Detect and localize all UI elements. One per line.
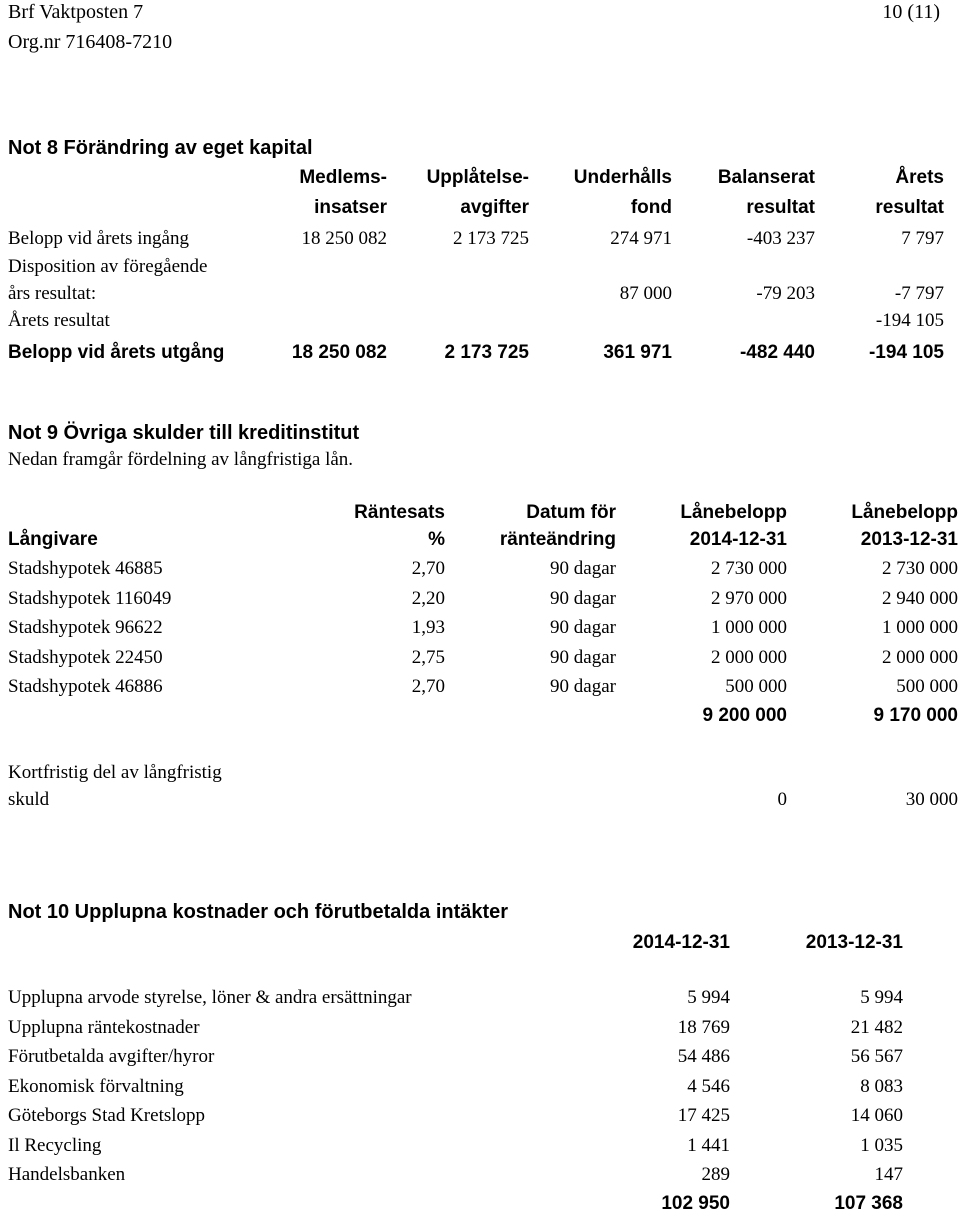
column-header: fond (630, 197, 672, 218)
table-cell: 90 dagar (550, 676, 616, 697)
row-label: Göteborgs Stad Kretslopp (8, 1105, 206, 1126)
table-cell: 56 567 (850, 1046, 903, 1067)
table-cell: 90 dagar (550, 617, 616, 638)
table-cell: 18 769 (677, 1016, 730, 1038)
table-cell: 14 060 (850, 1105, 903, 1126)
table-cell: 361 971 (603, 342, 672, 363)
table-cell: -7 797 (894, 283, 944, 304)
row-label: Il Recycling (8, 1134, 102, 1156)
page-number: 10 (11) (882, 1, 940, 23)
table-cell: 147 (874, 1164, 903, 1185)
row-label: Handelsbanken (8, 1164, 126, 1185)
column-header: 2013-12-31 (805, 932, 903, 953)
row-label: Stadshypotek 22450 (8, 646, 163, 668)
table-cell: 1 000 000 (882, 617, 958, 638)
org-number: Org.nr 716408-7210 (8, 31, 173, 53)
column-header: resultat (746, 197, 815, 218)
table-cell: 54 486 (677, 1046, 730, 1067)
column-header: % (428, 529, 445, 550)
column-header: Lånebelopp (851, 502, 958, 523)
column-header: avgifter (460, 197, 529, 218)
table-cell: 30 000 (905, 789, 958, 810)
column-header: Balanserat (717, 167, 815, 188)
row-label: års resultat: (8, 283, 97, 304)
table-cell: 21 482 (850, 1016, 903, 1038)
row-label: skuld (8, 789, 50, 810)
table-cell: -79 203 (756, 283, 815, 304)
note10-title: Not 10 Upplupna kostnader och förutbetalda intäkter (8, 901, 509, 923)
table-cell: 90 dagar (550, 587, 616, 609)
table-cell: -403 237 (746, 228, 815, 249)
org-name: Brf Vaktposten 7 (8, 1, 144, 23)
table-cell: 5 994 (687, 987, 730, 1008)
table-cell: 2 173 725 (453, 228, 529, 249)
column-header: insatser (314, 197, 387, 218)
table-cell: 2 173 725 (444, 342, 529, 363)
table-cell: 2 940 000 (882, 587, 958, 609)
column-header-langivare: Långivare (8, 529, 98, 550)
table-cell: 2 730 000 (882, 558, 958, 579)
table-cell: 0 (777, 789, 787, 810)
table-cell: 1 441 (687, 1134, 730, 1156)
table-cell: 500 000 (896, 676, 958, 697)
row-label: Disposition av föregående (8, 256, 208, 277)
column-header: Underhålls (573, 167, 672, 188)
table-cell: 90 dagar (550, 646, 616, 668)
table-cell: 2 970 000 (711, 587, 787, 609)
table-cell: 274 971 (610, 228, 672, 249)
note8-title: Not 8 Förändring av eget kapital (8, 137, 313, 159)
table-cell: 90 dagar (550, 558, 616, 579)
column-header: Datum för (526, 502, 616, 523)
column-header: ränteändring (499, 529, 616, 550)
row-label: Förutbetalda avgifter/hyror (8, 1046, 215, 1067)
row-label: Upplupna arvode styrelse, löner & andra ersättningar (8, 987, 412, 1008)
table-cell: 2 000 000 (882, 646, 958, 668)
row-label: Upplupna räntekostnader (8, 1016, 200, 1038)
row-label: Ekonomisk förvaltning (8, 1075, 184, 1097)
table-cell: 1 035 (860, 1134, 903, 1156)
table-cell: -194 105 (868, 342, 944, 363)
table-cell: 289 (701, 1164, 730, 1185)
table-cell: -482 440 (739, 342, 815, 363)
row-label: Årets resultat (8, 310, 110, 331)
table-cell: 4 546 (687, 1075, 730, 1097)
table-cell: 500 000 (725, 676, 787, 697)
column-header: Upplåtelse- (426, 167, 529, 188)
table-cell: 1 000 000 (711, 617, 787, 638)
row-label: Stadshypotek 96622 (8, 617, 163, 638)
table-cell: -194 105 (875, 310, 944, 331)
table-cell: 18 250 082 (291, 342, 387, 363)
table-cell: 2,20 (411, 587, 445, 609)
column-header: 2014-12-31 (689, 529, 787, 550)
column-header: Räntesats (354, 502, 445, 523)
column-header: resultat (875, 197, 944, 218)
row-label: Stadshypotek 46885 (8, 558, 163, 579)
total-cell: 9 200 000 (702, 705, 787, 726)
column-header: 2014-12-31 (632, 932, 730, 953)
table-cell: 2 730 000 (711, 558, 787, 579)
row-label: Stadshypotek 116049 (8, 587, 172, 609)
note9-title: Not 9 Övriga skulder till kreditinstitut (8, 422, 360, 444)
table-cell: 7 797 (901, 228, 944, 249)
column-header: Årets (895, 167, 944, 188)
table-cell: 17 425 (677, 1105, 730, 1126)
column-header: 2013-12-31 (860, 529, 958, 550)
column-header: Medlems- (299, 167, 387, 188)
table-cell: 2 000 000 (711, 646, 787, 668)
row-label: Stadshypotek 46886 (8, 676, 163, 697)
total-cell: 107 368 (834, 1193, 903, 1214)
column-header: Lånebelopp (680, 502, 787, 523)
table-cell: 8 083 (860, 1075, 903, 1097)
table-cell: 2,75 (411, 646, 445, 668)
table-cell: 2,70 (411, 558, 445, 579)
table-cell: 2,70 (411, 676, 445, 697)
table-cell: 5 994 (860, 987, 903, 1008)
total-cell: 9 170 000 (873, 705, 958, 726)
note9-subtitle: Nedan framgår fördelning av långfristiga lån. (8, 449, 354, 470)
row-label: Belopp vid årets utgång (8, 342, 225, 363)
table-cell: 87 000 (619, 283, 672, 304)
row-label: Belopp vid årets ingång (8, 228, 189, 249)
row-label: Kortfristig del av långfristig (8, 762, 222, 783)
table-cell: 1,93 (411, 617, 445, 638)
table-cell: 18 250 082 (301, 228, 387, 249)
total-cell: 102 950 (661, 1193, 730, 1214)
